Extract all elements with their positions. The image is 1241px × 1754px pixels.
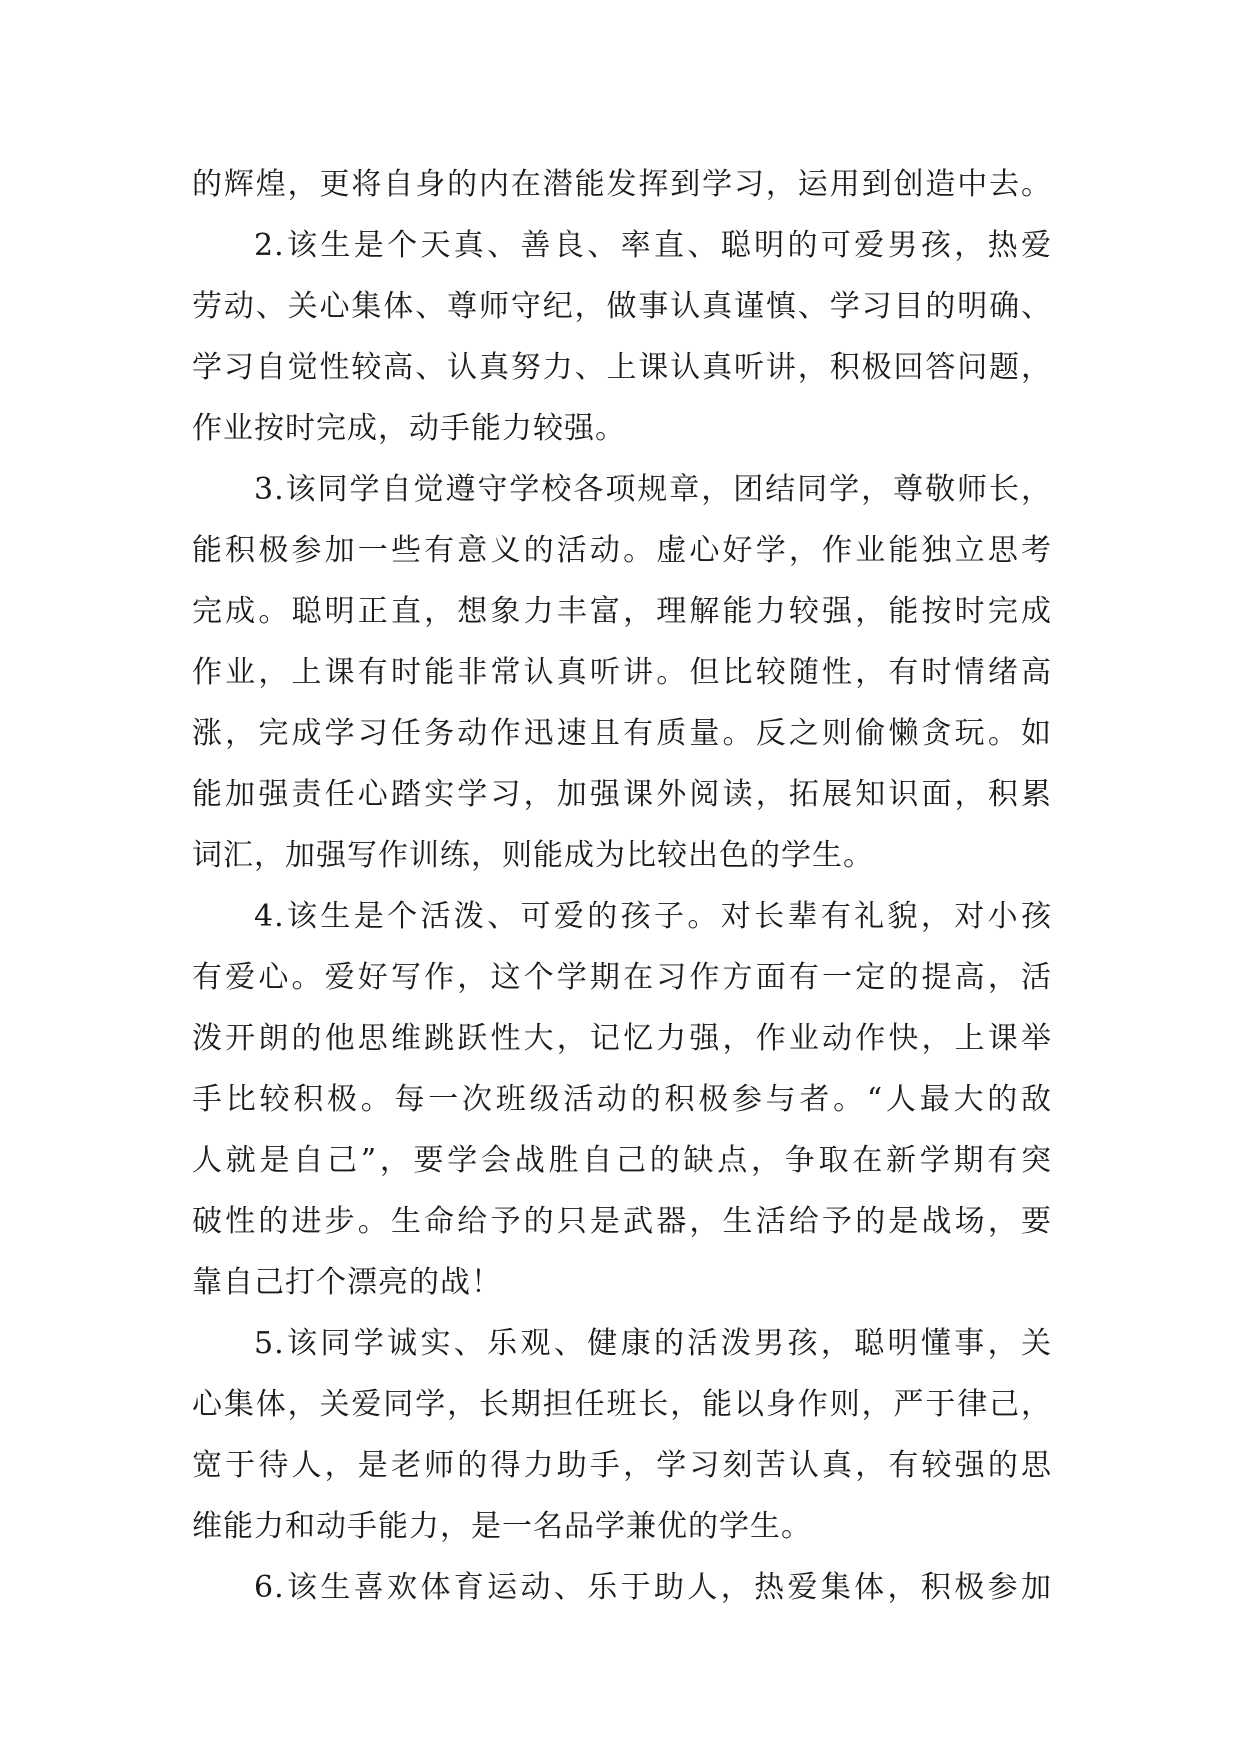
text-line: 能积极参加一些有意义的活动。虚心好学，作业能独立思考 bbox=[192, 533, 1052, 568]
text-line: 宽于待人，是老师的得力助手，学习刻苦认真，有较强的思 bbox=[192, 1448, 1052, 1483]
text-line: 学习自觉性较高、认真努力、上课认真听讲，积极回答问题， bbox=[192, 350, 1052, 385]
text-line: 4.该生是个活泼、可爱的孩子。对长辈有礼貌，对小孩 bbox=[254, 899, 1052, 934]
text-line: 靠自己打个漂亮的战！ bbox=[192, 1265, 502, 1300]
text-line: 维能力和动手能力，是一名品学兼优的学生。 bbox=[192, 1509, 812, 1544]
paragraph-continuation bbox=[192, 154, 1052, 215]
text-line: 词汇，加强写作训练，则能成为比较出色的学生。 bbox=[192, 838, 874, 873]
text-line: 作业，上课有时能非常认真听讲。但比较随性，有时情绪高 bbox=[192, 655, 1052, 690]
text-line: 涨，完成学习任务动作迅速且有质量。反之则偷懒贪玩。如 bbox=[192, 716, 1052, 751]
text-line: 人就是自己”，要学会战胜自己的缺点，争取在新学期有突 bbox=[192, 1143, 1052, 1178]
text-line: 能加强责任心踏实学习，加强课外阅读，拓展知识面，积累 bbox=[192, 777, 1052, 812]
text-line: 6.该生喜欢体育运动、乐于助人，热爱集体，积极参加 bbox=[254, 1570, 1052, 1605]
paragraph-item-6 bbox=[192, 1557, 1052, 1618]
text-line: 完成。聪明正直，想象力丰富，理解能力较强，能按时完成 bbox=[192, 594, 1052, 629]
paragraph-item-5 bbox=[192, 1313, 1052, 1557]
text-line: 作业按时完成，动手能力较强。 bbox=[192, 411, 626, 446]
text-line: 3.该同学自觉遵守学校各项规章，团结同学，尊敬师长， bbox=[254, 472, 1052, 507]
text-line: 有爱心。爱好写作，这个学期在习作方面有一定的提高，活 bbox=[192, 960, 1052, 995]
text-line: 5.该同学诚实、乐观、健康的活泼男孩，聪明懂事，关 bbox=[254, 1326, 1052, 1361]
paragraph-item-2 bbox=[192, 215, 1052, 459]
text-line: 破性的进步。生命给予的只是武器，生活给予的是战场，要 bbox=[192, 1204, 1052, 1239]
text-line: 心集体，关爱同学，长期担任班长，能以身作则，严于律己， bbox=[192, 1387, 1052, 1422]
text-line: 劳动、关心集体、尊师守纪，做事认真谨慎、学习目的明确、 bbox=[192, 289, 1052, 324]
document-page bbox=[192, 154, 1052, 1618]
paragraph-item-3 bbox=[192, 459, 1052, 886]
text-line: 手比较积极。每一次班级活动的积极参与者。“人最大的敌 bbox=[192, 1082, 1052, 1117]
paragraph-item-4 bbox=[192, 886, 1052, 1313]
text-line: 的辉煌，更将自身的内在潜能发挥到学习，运用到创造中去。 bbox=[192, 167, 1052, 202]
text-line: 泼开朗的他思维跳跃性大，记忆力强，作业动作快，上课举 bbox=[192, 1021, 1052, 1056]
text-line: 2.该生是个天真、善良、率直、聪明的可爱男孩，热爱 bbox=[254, 228, 1052, 263]
